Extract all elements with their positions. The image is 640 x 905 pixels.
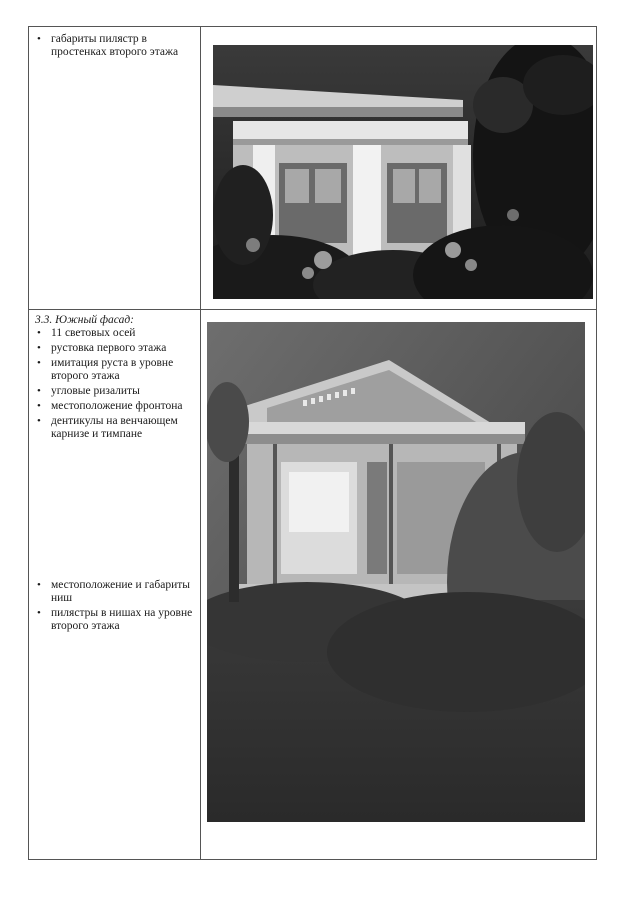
facade-south-photo	[207, 322, 585, 822]
list-item	[33, 327, 196, 340]
list-item-text: пилястры в нишах на уровне второго этажа	[51, 607, 193, 632]
list-item-text: 11 световых осей	[51, 327, 136, 339]
bullet-list-row2-top	[29, 314, 200, 443]
list-item	[33, 607, 196, 633]
list-item-text: габариты пилястр в простенках второго этажа	[51, 33, 179, 58]
bullet-list-row1	[29, 33, 200, 61]
list-item	[33, 400, 196, 413]
bullet-icon: •	[37, 415, 41, 427]
facade-upper-photo	[213, 45, 593, 299]
table-row	[29, 27, 596, 310]
list-item	[33, 579, 196, 605]
list-item-text: имитация руста в уровне второго этажа	[51, 357, 174, 382]
bullet-icon: •	[37, 607, 41, 619]
list-item-text: местоположение и габариты ниш	[51, 579, 190, 604]
section-heading: 3.3. Южный фасад:	[35, 314, 135, 326]
list-item	[33, 415, 196, 441]
list-item-text: местоположение фронтона	[51, 400, 183, 412]
bullet-list-row2-bottom	[29, 579, 200, 635]
bullet-icon: •	[37, 400, 41, 412]
list-item	[33, 385, 196, 398]
document-table	[28, 26, 597, 860]
bullet-icon: •	[37, 385, 41, 397]
photo-cell	[201, 27, 596, 309]
list-item-text: рустовка первого этажа	[51, 342, 167, 354]
list-item	[33, 33, 196, 59]
description-cell	[29, 310, 201, 859]
bullet-icon: •	[37, 342, 41, 354]
bullet-icon: •	[37, 327, 41, 339]
description-cell	[29, 27, 201, 309]
bullet-icon: •	[37, 33, 41, 45]
list-item	[33, 342, 196, 355]
bullet-icon: •	[37, 579, 41, 591]
table-row	[29, 310, 596, 859]
list-item	[33, 357, 196, 383]
list-item-text: дентикулы на венчающем карнизе и тимпане	[51, 415, 178, 440]
bullet-icon: •	[37, 357, 41, 369]
photo-cell	[201, 310, 596, 859]
list-item-text: угловые ризалиты	[51, 385, 140, 397]
